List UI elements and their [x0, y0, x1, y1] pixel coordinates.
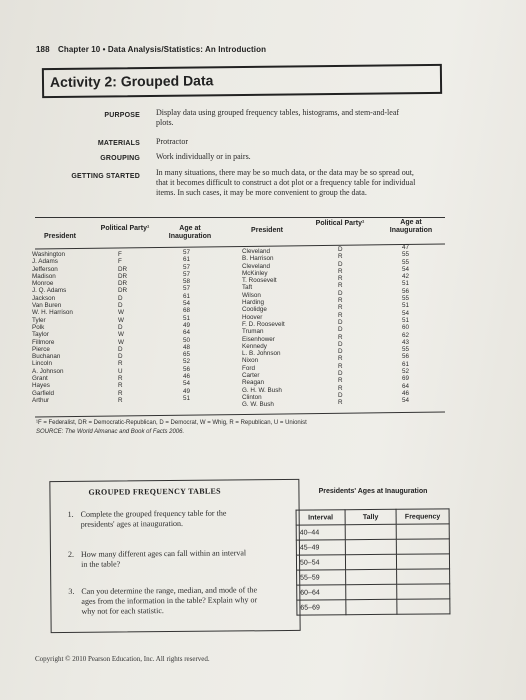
frequency-cell[interactable] [396, 524, 449, 539]
president-name: A. Johnson [32, 367, 64, 375]
grouping-label: GROUPING [100, 155, 140, 162]
party-code: D [338, 289, 343, 297]
right-party-column [338, 246, 343, 407]
inauguration-age: 52 [402, 368, 410, 376]
header-president-left: President [44, 233, 76, 240]
president-name: Pierce [32, 345, 50, 353]
inauguration-age: 54 [183, 380, 191, 388]
question-1-number: 1. [67, 509, 74, 519]
question-2-text: How many different ages can fall within an interval in the table? [80, 548, 247, 569]
table-row [297, 584, 450, 600]
header-party-right: Political Party¹ [315, 220, 365, 227]
party-code: R [338, 282, 343, 290]
header-party-left: Political Party¹ [100, 225, 150, 232]
tally-cell[interactable] [345, 554, 396, 569]
grouped-frequency-box [49, 479, 300, 633]
right-names-column [242, 248, 285, 409]
president-name: Wilson [242, 291, 261, 299]
party-code: D [338, 246, 343, 253]
party-code: D [118, 323, 123, 331]
inauguration-age: 54 [402, 397, 410, 405]
president-name: Grant [32, 375, 48, 383]
purpose-text: Display data using grouped frequency tables, histograms, and stem-and-leaf plots. [156, 108, 400, 127]
header-age-left: Age at Inauguration [168, 225, 212, 240]
party-code: R [338, 297, 343, 305]
tally-cell[interactable] [345, 539, 396, 554]
party-code: U [118, 367, 123, 375]
inauguration-age: 49 [183, 387, 191, 395]
party-code: R [118, 382, 123, 390]
president-name: F. D. Roosevelt [242, 320, 285, 328]
party-code: D [338, 326, 343, 334]
source-note: SOURCE: The World Almanac and Book of Facts 2006. [36, 429, 185, 435]
question-3-text: Can you determine the range, median, and mode of the ages from the information in the table? Explain why or why not for each statistic. [81, 585, 258, 616]
president-name: Washington [32, 251, 66, 258]
inauguration-age: 55 [402, 251, 410, 259]
getting-started-label: GETTING STARTED [71, 173, 140, 180]
party-code: R [118, 389, 123, 397]
interval-cell: 50–54 [296, 555, 345, 570]
president-name: Cleveland [242, 262, 271, 270]
right-age-column [402, 244, 409, 405]
party-code: R [338, 275, 343, 283]
president-name: Jefferson [32, 265, 58, 273]
president-name: G. W. Bush [242, 401, 274, 409]
interval-cell: 40–44 [296, 525, 345, 540]
party-code: D [338, 348, 343, 356]
inauguration-age: 61 [402, 360, 410, 368]
running-header [36, 45, 266, 54]
table-row [297, 569, 450, 585]
party-code: D [118, 294, 123, 302]
party-code: W [118, 309, 124, 317]
question-1-text: Complete the grouped frequency table for the presidents' ages at inauguration. [80, 508, 227, 529]
frequency-table-title: Presidents' Ages at Inauguration [318, 488, 428, 495]
inauguration-age: 68 [183, 307, 191, 315]
president-name: Taft [242, 284, 253, 292]
gft-title: GROUPED FREQUENCY TABLES [88, 486, 221, 497]
inauguration-age: 61 [183, 256, 191, 264]
president-name: Cleveland [242, 248, 271, 255]
interval-cell: 45–49 [296, 540, 345, 555]
footnote: ¹F = Federalist, DR = Democratic-Republican, D = Democrat, W = Whig, R = Republican, U = Unionist [36, 420, 307, 426]
table-top-rule [35, 217, 445, 218]
inauguration-age: 56 [402, 287, 410, 295]
inauguration-age: 62 [402, 331, 410, 339]
party-code: DR [118, 272, 128, 280]
inauguration-age: 69 [402, 375, 410, 383]
president-name: Hayes [32, 382, 50, 390]
party-code: D [118, 353, 123, 361]
inauguration-age: 55 [402, 258, 410, 266]
party-code: DR [118, 265, 128, 273]
party-code: DR [118, 287, 128, 295]
inauguration-age: 64 [183, 329, 191, 337]
table-bottom-rule [35, 411, 445, 417]
party-code: D [338, 340, 343, 348]
tally-cell[interactable] [346, 599, 397, 614]
president-name: L. B. Johnson [242, 350, 281, 358]
party-code: R [338, 333, 343, 341]
tally-cell[interactable] [345, 524, 396, 539]
getting-started-text: In many situations, there may be so much data, or the data may be so spread out, that it becomes difficult to construct a dot plot or a frequency table for individual items. In such cases, it may be more convenient to group the data. [156, 168, 416, 197]
party-code: R [338, 304, 343, 312]
left-age-column [183, 249, 190, 402]
party-code: F [118, 251, 122, 258]
president-name: Taylor [32, 331, 49, 339]
president-name: Eisenhower [242, 335, 275, 343]
inauguration-age: 43 [402, 338, 410, 346]
inauguration-age: 61 [183, 292, 191, 300]
inauguration-age: 58 [183, 278, 191, 286]
party-code: R [338, 362, 343, 370]
inauguration-age: 50 [183, 336, 191, 344]
header-frequency: Frequency [396, 509, 449, 524]
party-code: D [338, 370, 343, 378]
inauguration-age: 52 [183, 358, 191, 366]
party-code: D [338, 318, 343, 326]
party-code: W [118, 338, 124, 346]
question-3 [68, 585, 258, 617]
party-code: R [118, 396, 123, 404]
question-2-number: 2. [67, 549, 75, 559]
table-row [296, 554, 449, 570]
party-code: W [118, 331, 124, 339]
president-name: Hoover [242, 313, 263, 321]
president-name: Coolidge [242, 306, 267, 314]
president-name: McKinley [242, 269, 268, 277]
inauguration-age: 48 [183, 343, 191, 351]
party-code: F [118, 258, 122, 266]
tally-cell[interactable] [346, 584, 397, 599]
president-name: Monroe [32, 280, 54, 288]
activity-title: Activity 2: Grouped Data [49, 72, 214, 91]
inauguration-age: 65 [183, 351, 191, 359]
party-code: D [118, 345, 123, 353]
president-name: G. H. W. Bush [242, 386, 282, 394]
president-name: Reagan [242, 379, 265, 387]
president-name: W. H. Harrison [32, 309, 73, 317]
inauguration-age: 51 [402, 280, 410, 288]
interval-cell: 65–69 [297, 600, 346, 615]
inauguration-age: 54 [183, 300, 191, 308]
president-name: Nixon [242, 357, 259, 365]
party-code: R [118, 375, 123, 383]
party-code: D [118, 302, 123, 310]
inauguration-age: 54 [402, 265, 410, 273]
inauguration-age: 42 [402, 273, 410, 281]
president-name: Clinton [242, 393, 262, 401]
president-name: T. Roosevelt [242, 277, 277, 285]
president-name: Harding [242, 299, 265, 307]
table-header-rule [35, 243, 445, 249]
party-code: R [118, 360, 123, 368]
president-name: Truman [242, 328, 264, 336]
frequency-cell[interactable] [396, 554, 449, 569]
grouping-text: Work individually or in pairs. [156, 152, 251, 161]
header-interval: Interval [296, 510, 345, 525]
inauguration-age: 47 [402, 244, 410, 251]
president-name: J. Q. Adams [32, 287, 67, 295]
table-row [296, 539, 449, 555]
frequency-cell[interactable] [396, 539, 449, 554]
inauguration-age: 57 [183, 270, 191, 278]
frequency-cell[interactable] [397, 584, 450, 599]
inauguration-age: 46 [402, 389, 410, 397]
president-name: Carter [242, 372, 260, 380]
party-code: W [118, 316, 124, 324]
president-name: Ford [242, 364, 255, 372]
president-name: Garfield [32, 389, 55, 397]
left-names-column [32, 251, 73, 404]
activity-title-box [42, 64, 442, 98]
question-1 [67, 508, 251, 529]
inauguration-age: 51 [183, 394, 191, 402]
inauguration-age: 46 [183, 373, 191, 381]
inauguration-age: 51 [402, 316, 410, 324]
party-code: R [338, 399, 343, 407]
party-code: R [338, 267, 343, 275]
president-name: Van Buren [32, 302, 62, 310]
party-code: R [338, 377, 343, 385]
president-name: Buchanan [32, 353, 61, 361]
inauguration-age: 54 [402, 309, 410, 317]
inauguration-age: 55 [402, 346, 410, 354]
copyright: Copyright © 2010 Pearson Education, Inc. All rights reserved. [35, 655, 210, 663]
header-president-right: President [251, 227, 283, 234]
president-name: B. Harrison [242, 255, 274, 263]
party-code: D [338, 391, 343, 399]
inauguration-age: 56 [183, 365, 191, 373]
chapter-title: Chapter 10 • Data Analysis/Statistics: An Introduction [57, 45, 267, 54]
page-number: 188 [36, 45, 50, 54]
inauguration-age: 57 [183, 263, 191, 271]
president-name: J. Adams [32, 258, 58, 266]
inauguration-age: 51 [402, 302, 410, 310]
materials-label: MATERIALS [97, 140, 140, 147]
president-name: Kennedy [242, 342, 267, 350]
header-age-right: Age at Inauguration [389, 219, 433, 234]
party-code: R [338, 355, 343, 363]
inauguration-age: 60 [402, 324, 410, 332]
frequency-cell[interactable] [397, 569, 450, 584]
inauguration-age: 56 [402, 353, 410, 361]
header-tally: Tally [345, 509, 396, 524]
party-code: D [338, 260, 343, 268]
party-code: R [338, 311, 343, 319]
frequency-table [296, 508, 451, 615]
question-3-number: 3. [68, 586, 75, 596]
table-row [297, 599, 450, 615]
party-code: R [338, 384, 343, 392]
interval-cell: 60–64 [297, 585, 346, 600]
purpose-label: PURPOSE [104, 112, 140, 119]
president-name: Polk [32, 323, 45, 331]
inauguration-age: 55 [402, 295, 410, 303]
inauguration-age: 57 [183, 285, 191, 293]
president-name: Arthur [32, 396, 50, 404]
inauguration-age: 51 [183, 314, 191, 322]
president-name: Tyler [32, 316, 46, 324]
inauguration-age: 64 [402, 382, 410, 390]
president-name: Lincoln [32, 360, 52, 368]
materials-text: Protractor [156, 137, 188, 146]
inauguration-age: 49 [183, 321, 191, 329]
tally-cell[interactable] [346, 569, 397, 584]
frequency-cell[interactable] [397, 599, 450, 614]
table-row [296, 524, 449, 540]
interval-cell: 55–59 [297, 570, 346, 585]
president-name: Madison [32, 272, 56, 280]
party-code: DR [118, 280, 128, 288]
party-code: R [338, 253, 343, 261]
left-party-column [118, 251, 127, 404]
president-name: Fillmore [32, 338, 55, 346]
question-2 [67, 548, 251, 569]
inauguration-age: 57 [183, 249, 191, 256]
president-name: Jackson [32, 294, 56, 302]
